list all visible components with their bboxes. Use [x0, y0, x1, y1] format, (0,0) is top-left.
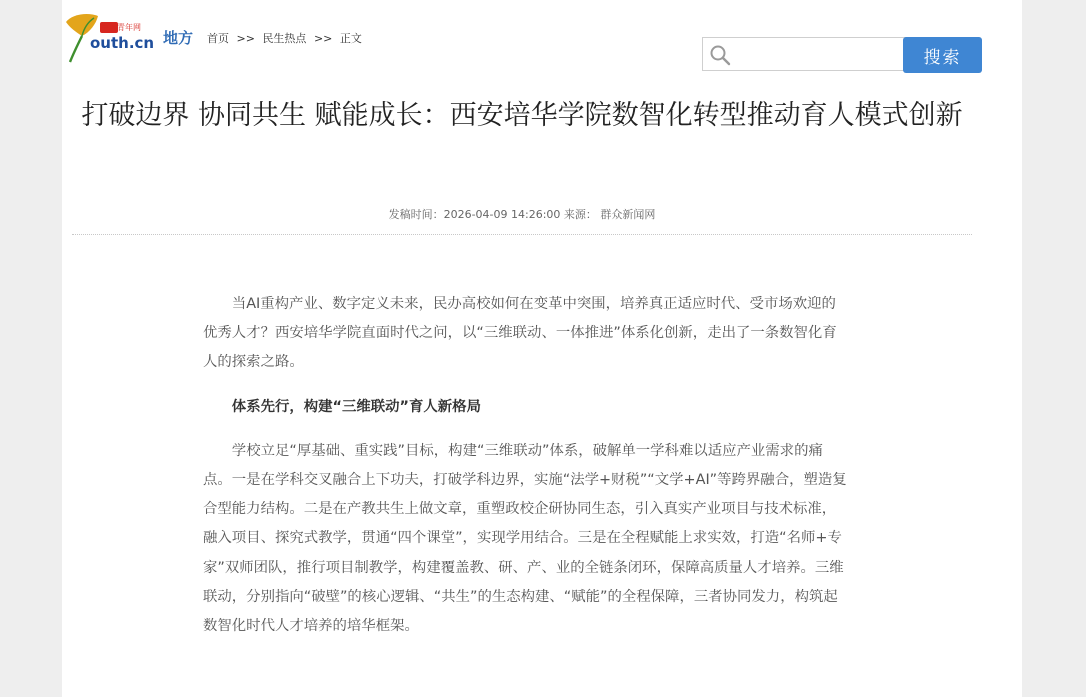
divider — [72, 234, 972, 235]
page — [62, 0, 1022, 697]
article-body — [203, 290, 847, 656]
channel-link[interactable]: 地方 — [163, 29, 194, 47]
article-paragraph: 学校立足“厚基础、重实践”目标，构建“三维联动”体系，破解单一学科难以适应产业需求的痛点。一是在学科交叉融合上下功夫，打破学科边界，实施“法学+财税”“文学+AI”等跨界融合，塑造复合型能力结构。二是在产教共生上做文章，重塑政校企研协同生态，引入真实产业项目与技术标准，融入项目、探究式教学，贯通“四个课堂”，实现学用结合。三是在全程赋能上求实效，打造“名师+专家”双师团队，推行项目制教学，构建覆盖教、研、产、业的全链条闭环，保障高质量人才培养。三维联动，分别指向“破壁”的核心逻辑、“共生”的生态构建、“赋能”的全程保障，三者协同发力，构筑起数智化时代人才培养的培华框架。 — [203, 442, 847, 635]
logo-badge-text: 中国青年网 — [101, 23, 141, 32]
search-button[interactable]: 搜索 — [903, 37, 982, 73]
article-title: 打破边界 协同共生 赋能成长：西安培华学院数智化转型推动育人模式创新 — [81, 100, 963, 131]
breadcrumb — [207, 30, 366, 46]
breadcrumb-separator: >> — [236, 32, 255, 45]
youth-cn-logo[interactable] — [62, 10, 160, 66]
search-box — [702, 37, 906, 71]
article-paragraph: 当AI重构产业、数字定义未来，民办高校如何在变革中突围，培养真正适应时代、受市场欢迎的优秀人才？西安培华学院直面时代之问，以“三维联动、一体推进”体系化创新，走出了一条数智化育人的探索之路。 — [203, 296, 837, 371]
breadcrumb-separator: >> — [313, 32, 333, 45]
logo-text: outh.cn — [90, 34, 155, 52]
breadcrumb-home[interactable]: 首页 — [207, 32, 229, 45]
article-subheading: 体系先行，构建“三维联动”育人新格局 — [231, 398, 481, 415]
breadcrumb-current: 正文 — [339, 32, 362, 45]
search-input[interactable] — [735, 40, 904, 70]
article-meta: 发稿时间：2026-04-09 14:26:00 来源： 群众新闻网 — [388, 208, 656, 221]
search-icon — [709, 44, 731, 66]
breadcrumb-category[interactable]: 民生热点 — [262, 32, 307, 45]
